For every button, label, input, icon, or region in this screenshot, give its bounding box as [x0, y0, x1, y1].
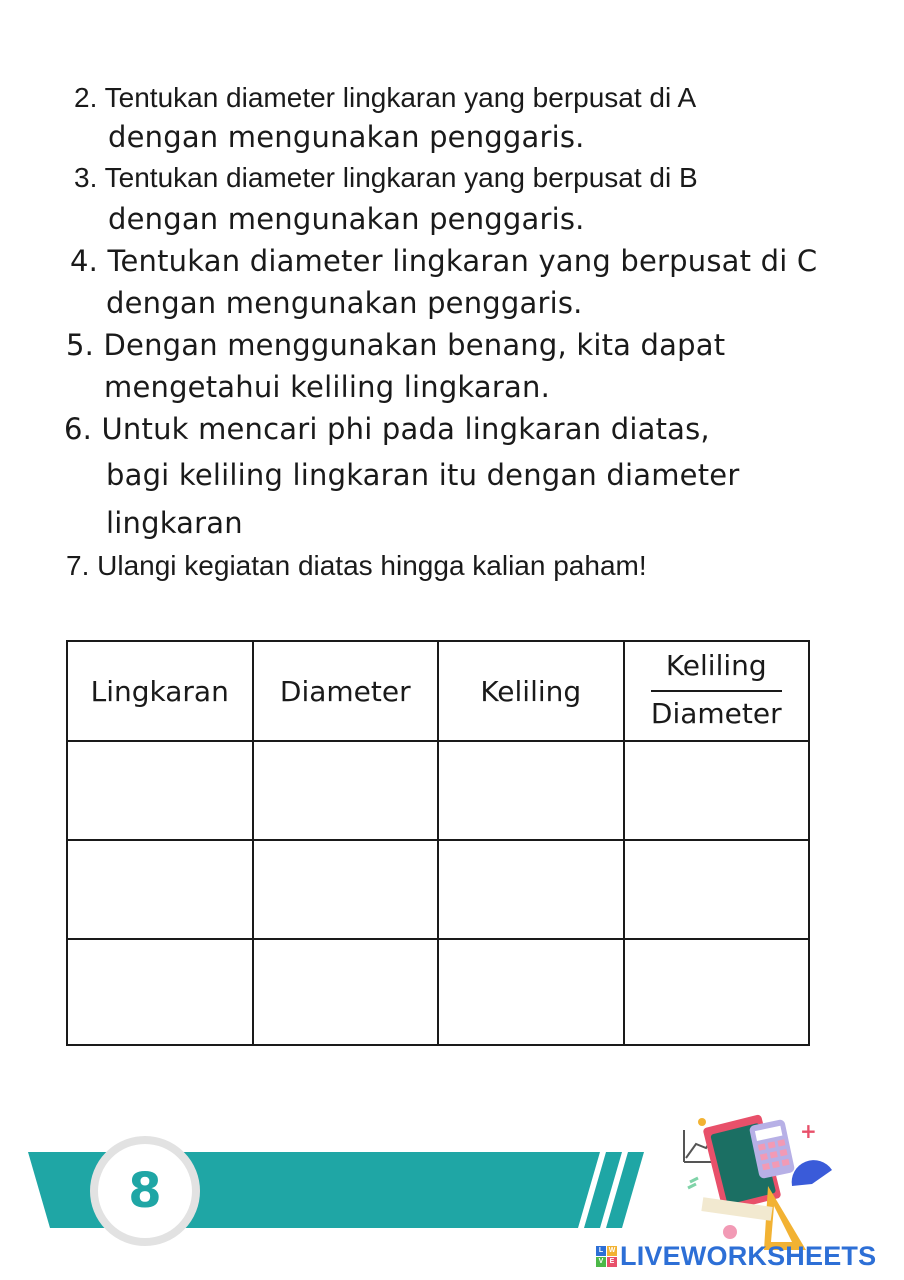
instruction-text: Ulangi kegiatan diatas hingga kalian paham! — [97, 550, 647, 581]
table-cell[interactable] — [253, 939, 439, 1045]
instruction-continuation: dengan mengunakan penggaris. — [108, 202, 585, 236]
table-cell[interactable] — [624, 741, 810, 840]
instruction-continuation: dengan mengunakan penggaris. — [106, 286, 583, 320]
instruction-text: Tentukan diameter lingkaran yang berpusat di B — [104, 162, 698, 193]
table-header-row — [67, 641, 809, 741]
instruction-text: Tentukan diameter lingkaran yang berpusat di C — [107, 244, 818, 278]
table-cell[interactable] — [253, 840, 439, 939]
instruction-item-7 — [66, 550, 647, 582]
mark-letter: W — [608, 1246, 616, 1254]
instruction-number: 7. — [66, 550, 90, 581]
mark-letter: V — [596, 1257, 606, 1267]
liveworksheets-mark-icon — [596, 1246, 617, 1267]
table-cell[interactable] — [67, 840, 253, 939]
instruction-number: 6. — [64, 412, 93, 446]
instruction-continuation: mengetahui keliling lingkaran. — [104, 370, 550, 404]
fraction — [650, 649, 782, 730]
table-cell[interactable] — [67, 741, 253, 840]
instruction-item-6 — [64, 412, 710, 446]
header-keliling: Keliling — [438, 641, 624, 741]
instruction-number: 5. — [66, 328, 95, 362]
math-supplies-icon — [672, 1110, 842, 1260]
table-row — [67, 840, 809, 939]
instruction-text: Untuk mencari phi pada lingkaran diatas, — [101, 412, 710, 446]
instruction-continuation: lingkaran — [106, 506, 243, 540]
table-cell[interactable] — [67, 939, 253, 1045]
table-cell[interactable] — [438, 840, 624, 939]
instruction-number: 4. — [70, 244, 99, 278]
table-cell[interactable] — [438, 939, 624, 1045]
instruction-item-5 — [66, 328, 725, 362]
table-cell[interactable] — [438, 741, 624, 840]
mark-letter: L — [596, 1246, 606, 1256]
instruction-text: Tentukan diameter lingkaran yang berpusat di A — [104, 82, 697, 113]
brand-name: LIVEWORKSHEETS — [620, 1240, 877, 1271]
table-cell[interactable] — [624, 939, 810, 1045]
fraction-numerator: Keliling — [651, 652, 782, 692]
mark-letter: E — [607, 1257, 617, 1267]
instruction-continuation: dengan mengunakan penggaris. — [108, 120, 585, 154]
svg-text:+: + — [800, 1119, 817, 1143]
table-row — [67, 741, 809, 840]
worksheet-table — [66, 640, 810, 1046]
table-cell[interactable] — [624, 840, 810, 939]
instruction-item-2 — [74, 82, 696, 114]
instruction-continuation: bagi keliling lingkaran itu dengan diameter — [106, 458, 740, 492]
instruction-item-3 — [74, 162, 698, 194]
instruction-text: Dengan menggunakan benang, kita dapat — [103, 328, 726, 362]
page-number: 8 — [128, 1163, 162, 1219]
header-diameter: Diameter — [253, 641, 439, 741]
table-cell[interactable] — [253, 741, 439, 840]
liveworksheets-logo — [596, 1239, 876, 1273]
page-number-badge — [90, 1136, 200, 1246]
instruction-number: 3. — [74, 162, 98, 193]
header-ratio — [624, 641, 810, 741]
table-row — [67, 939, 809, 1045]
instruction-number: 2. — [74, 82, 98, 113]
instruction-item-4 — [70, 244, 817, 278]
header-lingkaran: Lingkaran — [67, 641, 253, 741]
fraction-denominator: Diameter — [650, 697, 782, 730]
